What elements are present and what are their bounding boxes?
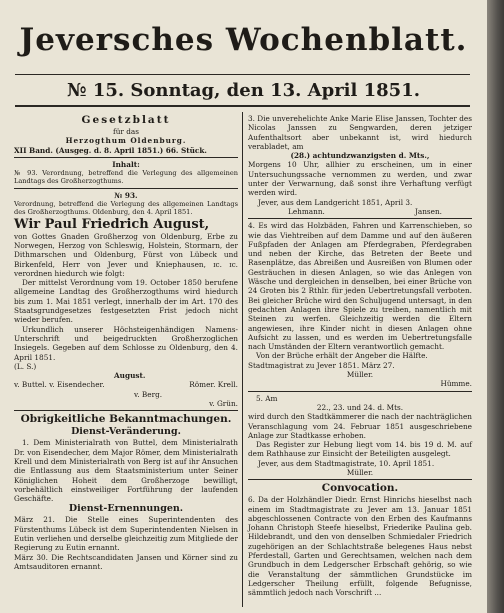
signature-row — [14, 380, 238, 389]
notice-3: 3. Die unverehelichte Anke Marie Elise Janssen, Tochter des Nicolas Janssen zu Sengwarden, deren jetziger Aufenthaltsort aber unbekannt ist, wird hiedurch verabladet, am — [248, 114, 472, 151]
book-edge — [487, 0, 504, 613]
decree-wir: Wir Paul Friedrich August, — [14, 216, 210, 232]
issue-line: № 15. Sonntag, den 13. April 1851. — [66, 80, 420, 101]
gesetzblatt-heading: Gesetzblatt — [81, 114, 171, 126]
inhalt-text: № 93. Verordnung, betreffend die Verlegung des allgemeinen Landtags des Großherzogthums. — [14, 169, 238, 186]
signature-berg: v. Berg. — [134, 389, 163, 399]
left-column — [14, 114, 238, 571]
ernennung-p3: März 30. Die Rechtscandidaten Jansen und Körner sind zu Amtsauditoren ernannt. — [14, 552, 238, 571]
notice-5-dates: 22., 23. und 24. d. Mts. — [316, 402, 404, 412]
divider — [248, 479, 472, 480]
notice-4: 4. Es wird das Holzbäden, Fahren und Karrenschieben, so wie das Viehtreiben auf dem Damme und auf den äußeren Fußpfaden der Anlagen am Pferdegraben, Pferdegraben und neben der Kirche, das Betreten der Beete und Rasenplätze, das Abreißen und Ausreißen von Blumen oder Gesträuchen in diesen Anlagen, so wie das Anlegen von Wäsche und dergleichen in denselben, bei einer Brüche von 24 Groten bis 2 Rthlr. für jeden Uebertretungsfall verboten. Bei gleicher Brüche wird den Schuljugend untersagt, in den gedachten Anlagen ihre Spiele zu treiben, namentlich mit Steinen zu werfen. Gleichzeitig werden die Eltern angewiesen, ihre Kinder nicht in diesen Anlagen ohne Aufsicht zu lassen, und es werden im Uebertretungsfalle nach Umständen der Eltern verantwortlich gemacht. — [248, 221, 472, 352]
signature-right: Römer. Krell. — [189, 380, 238, 390]
divider — [248, 391, 472, 392]
right-column — [248, 114, 472, 598]
notice-4-text: Von der Brüche erhält der Angeber die Hälfte. — [256, 351, 428, 361]
notice-3-sig1: Lehmann. — [288, 206, 325, 216]
convocation-heading: Convocation. — [321, 482, 399, 495]
masthead-title: Jeversches Wochenblatt. — [19, 22, 468, 58]
notice-3-sig2: Jansen. — [414, 206, 442, 216]
decree-text: Der mittelst Verordnung vom 19. October 1850 berufene allgemeine Landtag des Großherzogthums wird hiedurch bis zum 1. Mai 1851 verlegt, innerhalb der im Art. 170 des Staatsgrundgesetzes festgesetzten Frist jedoch nicht wieder berufen. — [14, 278, 238, 325]
dienst-ernennungen-heading: Dienst-Ernennungen. — [68, 503, 184, 515]
signature-august: August. — [114, 371, 146, 381]
notice-4-sig2: Hümme. — [440, 379, 472, 389]
notice-5-text: wird durch den Stadtkämmerer die nach der nachträglichen Veranschlagung vom 24. Februar 1851 ausgeschriebene Anlage zur Stadtkasse erhoben. — [248, 412, 472, 440]
notice-3-place: Jever, aus dem Landgericht 1851, April 3. — [258, 197, 413, 207]
dienst-veraenderung-heading: Dienst-Veränderung. — [71, 426, 181, 438]
notice-3-signatures — [248, 207, 472, 216]
seal-ls: (L. S.) — [14, 361, 37, 371]
notice-4-sig1: Müller. — [346, 370, 374, 380]
notice-6: 6. Da der Holzhändler Diedr. Ernst Hinrichs hieselbst nach einem im Stadtmagistrate zu Jever am 13. Januar 1851 abgeschlossenen Contracte von den Erben des Kaufmanns Johann Christoph Steefe hieselbst, Friederike Paulina geb. Hildebrandt, und den von denselben Schmiedaler Friedrich zugehörigen an der Schlachtstraße belegenes Haus nebst Pferdestall, Garten und Gerechtsamen, welchen nach dem Grundbuch in dem Ledgerscher Erbschaft gehörig, so wie die Veranstaltung der sämmtlichen Grundstücke im Ledgerscher Theilung erfüllt, folgende Befugnisse, sämmtlich jedoch nach Vorschrift ... — [248, 495, 472, 598]
masthead-rule-top — [15, 74, 470, 75]
divider — [14, 410, 238, 411]
dienst-veraenderung-text: 1. Dem Ministerialrath von Buttel, dem Ministerialrath Dr. von Eisendecher, dem Major Römer, dem Ministerialrath Krell und dem Ministerialrath von Berg ist auf ihr Ansuchen die Entlassung aus dem Staatsministerium unter Seiner Königlichen Hoheit dem Großherzoge bewilligt, vorbehältlich einstweiliger Fortführung der laufenden Geschäfte. — [14, 438, 238, 504]
gesetzblatt-band: XII Band. (Ausgeg. d. 8. April 1851.) 66. Stück. — [14, 145, 207, 155]
obrigkeitliche-heading: Obrigkeitliche Bekanntmachungen. — [20, 413, 232, 426]
signature-grun: v. Grün. — [209, 399, 238, 409]
decree-number: № 93. — [114, 190, 138, 200]
decree-body: von Gottes Gnaden Großherzog von Oldenburg, Erbe zu Norwegen, Herzog von Schleswig, Holstein, Stormarn, der Dithmarschen und Oldenburg, Fürst von Lübeck und Birkenfeld, Herr von Jever und Kniephausen, ɪc. ɪc. verordnen hiedurch wie folgt: — [14, 231, 238, 278]
notice-3-date: (28.) achtundzwanzigsten d. Mts., — [290, 151, 430, 161]
column-divider — [242, 112, 243, 607]
notice-5-place: Jever, aus dem Stadtmagistrate, 10. April 1851. — [258, 458, 435, 468]
notice-5-register: Das Register zur Hebung liegt vom 14. bis 19 d. M. auf dem Rathhause zur Einsicht der Beteiligten ausgelegt. — [248, 440, 472, 459]
divider — [14, 188, 238, 189]
notice-5: 5. Am — [256, 393, 278, 403]
decree-summary: Verordnung, betreffend die Verlegung des allgemeinen Landtags des Großherzogthums. Oldenburg, den 4. April 1851. — [14, 200, 238, 217]
notice-3-text: Morgens 10 Uhr, allhier zu erscheinen, um in einer Untersuchungssache vernommen zu werden, und zwar unter der Verwarnung, daß sonst ihre Verhaftung verfügt werden wird. — [248, 160, 472, 198]
ernennung-p2: März 21. Die Stelle eines Superintendenten des Fürstenthums Lübeck ist dem Superintendenten Nielsen in Eutin verliehen und derselbe gleichzeitig zum Mitgliede der Regierung zu Eutin ernannt. — [14, 515, 238, 553]
notice-4-place: Stadtmagistrat zu Jever 1851. März 27. — [248, 360, 395, 370]
masthead-rule-bottom — [15, 105, 470, 107]
gesetzblatt-fur: für das — [113, 127, 139, 136]
divider — [248, 218, 472, 219]
inhalt-label: Inhalt: — [112, 159, 140, 169]
divider — [14, 157, 238, 158]
gesetzblatt-territory: Herzogthum Oldenburg. — [65, 136, 187, 146]
notice-5-sig: Müller. — [346, 467, 374, 477]
decree-closing: Urkundlich unserer Höchsteigenhändigen Namens-Unterschrift und beigedruckten Großherzoglichen Insiegels. Gegeben auf dem Schlosse zu Oldenburg, den 4. April 1851. — [14, 324, 238, 362]
signature-left: v. Buttel. v. Eisendecher. — [14, 380, 105, 390]
